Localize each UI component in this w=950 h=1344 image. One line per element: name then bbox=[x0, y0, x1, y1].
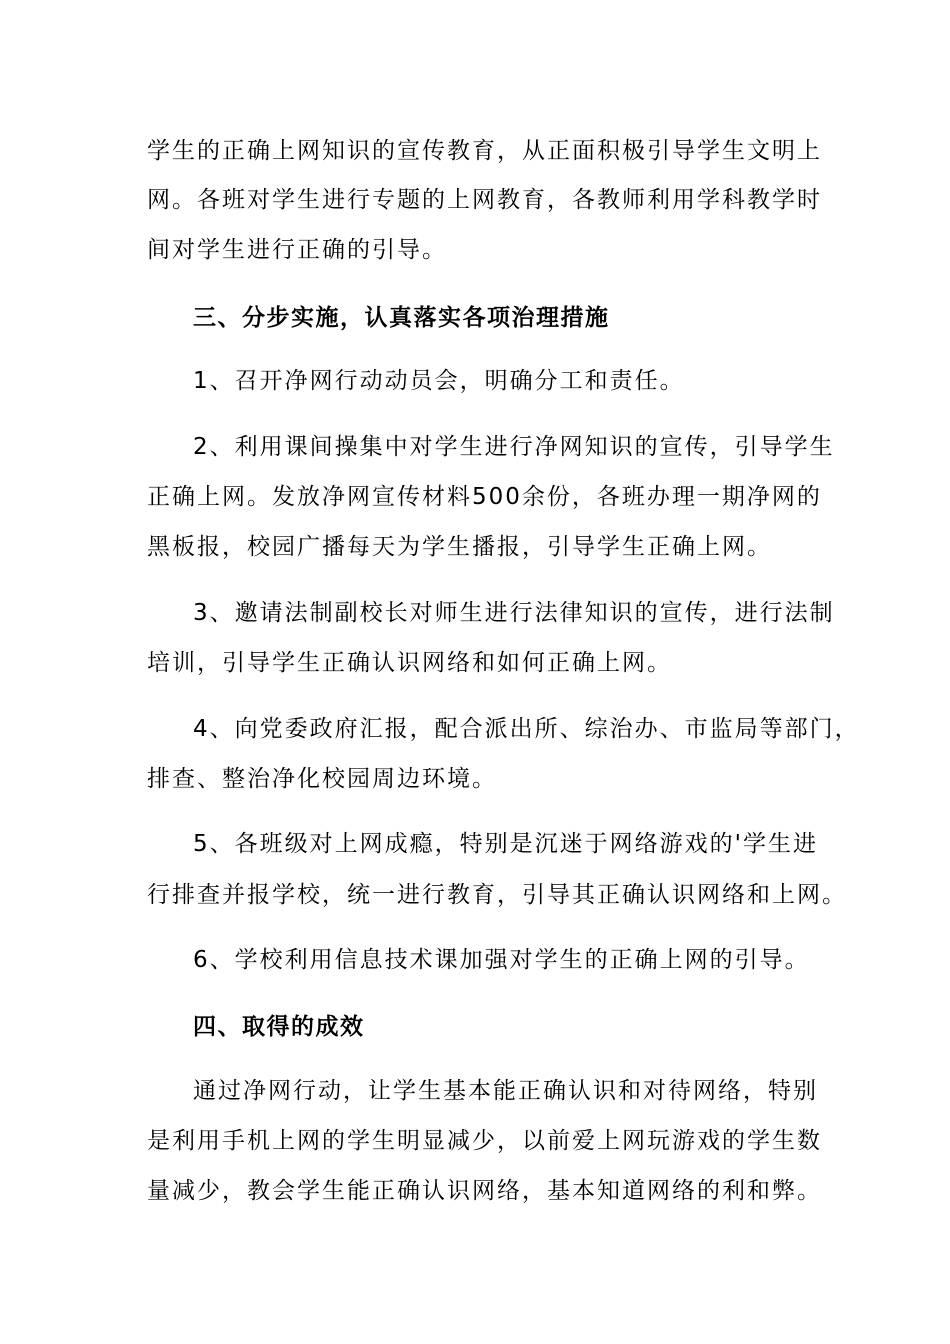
list-item-line: 5、各班级对上网成瘾，特别是沉迷于网络游戏的'学生进 bbox=[193, 831, 818, 857]
list-item-line: 1、召开净网行动动员会，明确分工和责任。 bbox=[193, 368, 685, 394]
section-heading: 四、取得的成效 bbox=[193, 1014, 365, 1040]
paragraph-line: 量减少，教会学生能正确认识网络，基本知道网络的利和弊。 bbox=[147, 1178, 822, 1204]
list-item-line: 2、利用课间操集中对学生进行净网知识的宣传，引导学生 bbox=[193, 434, 835, 460]
section-heading: 三、分步实施，认真落实各项治理措施 bbox=[193, 305, 610, 331]
list-item-line: 正确上网。发放净网宣传材料500余份，各班办理一期净网的 bbox=[147, 484, 822, 510]
list-item-line: 排查、整治净化校园周边环境。 bbox=[147, 766, 497, 792]
list-item-line: 4、向党委政府汇报，配合派出所、综治办、市监局等部门， bbox=[193, 716, 860, 742]
list-item-line: 3、邀请法制副校长对师生进行法律知识的宣传，进行法制 bbox=[193, 600, 835, 626]
paragraph-line: 间对学生进行正确的引导。 bbox=[147, 237, 447, 263]
paragraph-line: 是利用手机上网的学生明显减少，以前爱上网玩游戏的学生数 bbox=[147, 1128, 822, 1154]
paragraph-line: 学生的正确上网知识的宣传教育，从正面积极引导学生文明上 bbox=[147, 138, 822, 164]
paragraph-line: 网。各班对学生进行专题的上网教育，各教师利用学科教学时 bbox=[147, 187, 822, 213]
list-item-line: 6、学校利用信息技术课加强对学生的正确上网的引导。 bbox=[193, 947, 810, 973]
list-item-line: 黑板报，校园广播每天为学生播报，引导学生正确上网。 bbox=[147, 534, 772, 560]
paragraph-line: 通过净网行动，让学生基本能正确认识和对待网络，特别 bbox=[193, 1078, 818, 1104]
list-item-line: 培训，引导学生正确认识网络和如何正确上网。 bbox=[147, 650, 672, 676]
list-item-line: 行排查并报学校，统一进行教育，引导其正确认识网络和上网。 bbox=[147, 882, 847, 908]
